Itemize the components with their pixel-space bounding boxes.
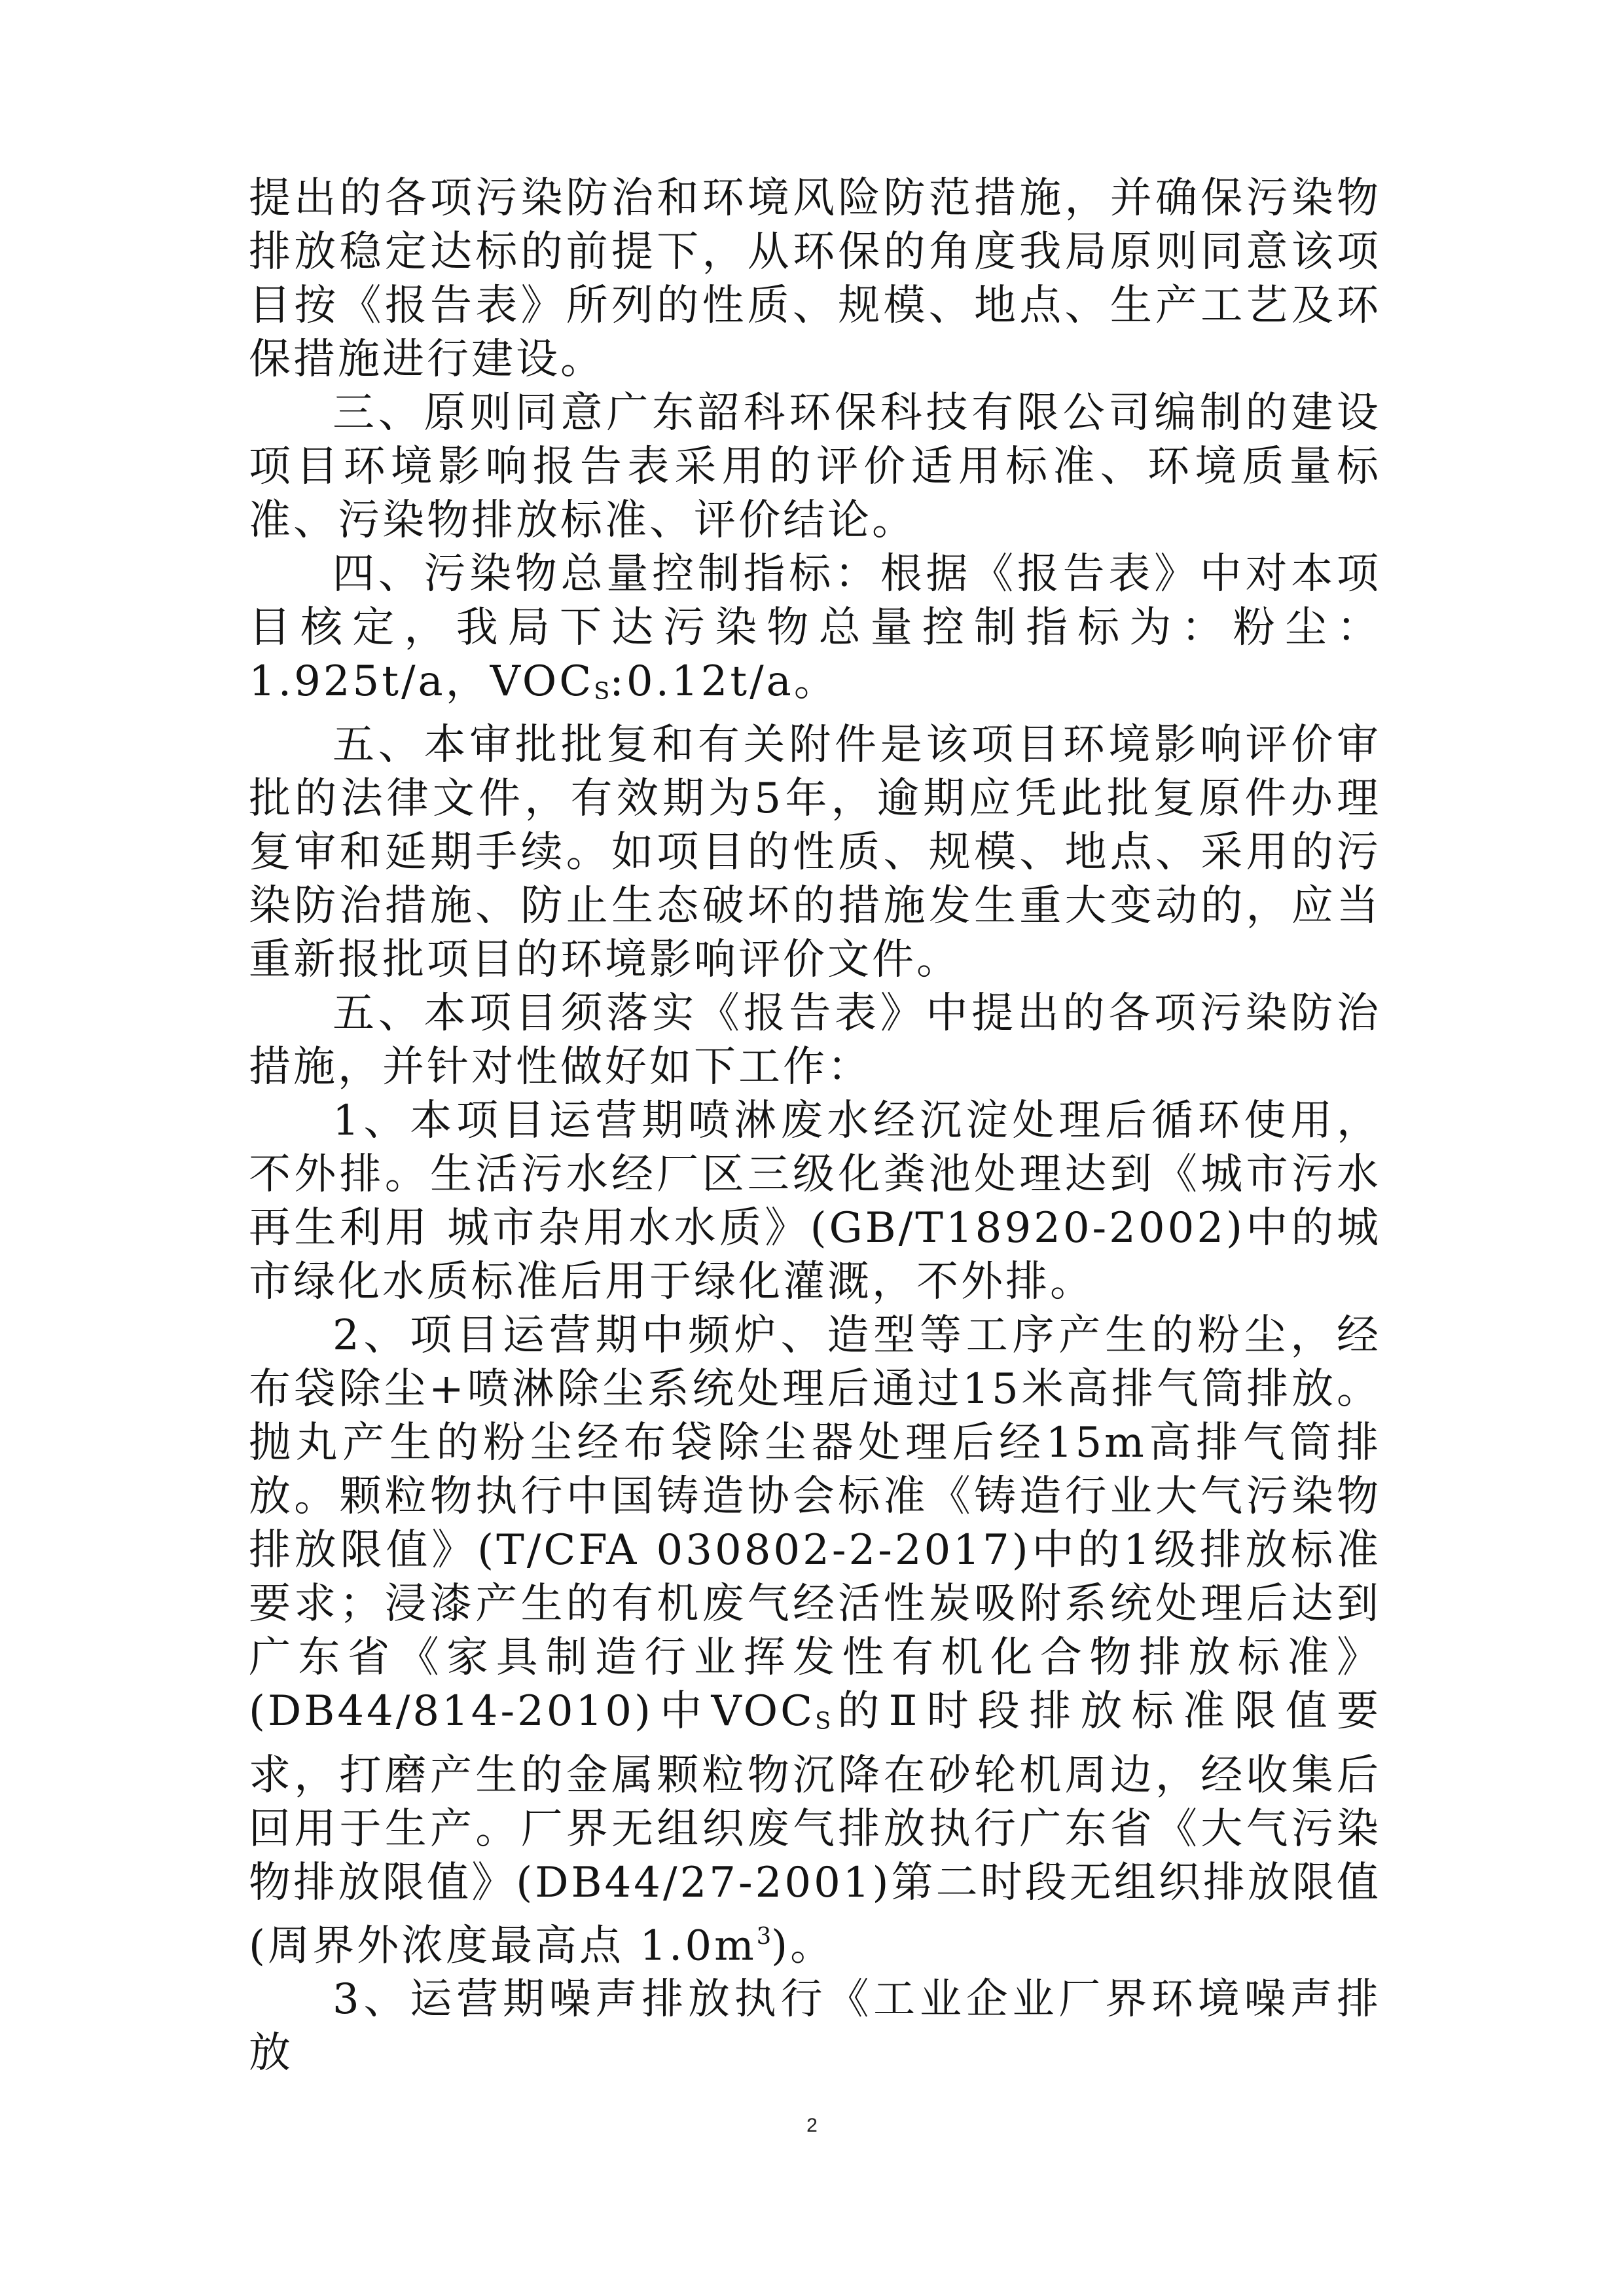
paragraph bbox=[249, 386, 1381, 547]
paragraph bbox=[249, 1309, 1381, 1973]
paragraph bbox=[249, 987, 1381, 1094]
paragraph-text: 1、本项目运营期喷淋废水经沉淀处理后循环使用，不外排。生活污水经厂区三级化粪池处理达到《城市污水再生利用 城市杂用水水质》(GB/T18920-2002)中的城市绿化水质标准后用于绿化灌溉，不外排。 bbox=[249, 1097, 1381, 1307]
paragraph-text: 提出的各项污染防治和环境风险防范措施，并确保污染物排放稳定达标的前提下，从环保的角度我局原则同意该项目按《报告表》所列的性质、规模、地点、生产工艺及环保措施进行建设。 bbox=[249, 174, 1381, 384]
paragraph-text: 的Ⅱ时段排放标准限值要求，打磨产生的金属颗粒物沉降在砂轮机周边，经收集后回用于生产。厂界无组织废气排放执行广东省《大气污染物排放限值》(DB44/27-2001)第二时段无组织排放限值(周界外浓度最高点 1.0m bbox=[249, 1687, 1382, 1971]
paragraph bbox=[249, 172, 1381, 386]
paragraph-text: 五、本项目须落实《报告表》中提出的各项污染防治措施，并针对性做好如下工作： bbox=[249, 989, 1381, 1092]
paragraph-text: 五、本审批批复和有关附件是该项目环境影响评价审批的法律文件，有效期为5年，逾期应凭此批复原件办理复审和延期手续。如项目的性质、规模、地点、采用的污染防治措施、防止生态破坏的措施发生重大变动的，应当重新报批项目的环境影响评价文件。 bbox=[249, 721, 1381, 985]
paragraph bbox=[249, 718, 1381, 987]
paragraph bbox=[249, 1973, 1381, 2080]
page-number: 2 bbox=[806, 2115, 818, 2136]
paragraph-text: )。 bbox=[771, 1922, 835, 1971]
subscript-text: S bbox=[815, 1707, 831, 1735]
paragraph-text: :0.12t/a。 bbox=[609, 657, 839, 706]
paragraph-text: 2、项目运营期中频炉、造型等工序产生的粉尘，经布袋除尘+喷淋除尘系统处理后通过15米高排气筒排放。抛丸产生的粉尘经布袋除尘器处理后经15m高排气筒排放。颗粒物执行中国铸造协会标准《铸造行业大气污染物排放限值》(T/CFA 030802-2-2017)中的1级排放标准要求；浸漆产生的有机废气经活性炭吸附系统处理后达到广东省《家具制造行业挥发性有机化合物排放标准》(DB44/814-2010)中VOC bbox=[249, 1311, 1381, 1736]
paragraph-text: 四、污染物总量控制指标：根据《报告表》中对本项目核定，我局下达污染物总量控制指标为：粉尘：1.925t/a，VOC bbox=[249, 550, 1381, 706]
paragraph bbox=[249, 547, 1381, 718]
superscript-text: 3 bbox=[756, 1922, 772, 1950]
paragraph-text: 3、运营期噪声排放执行《工业企业厂界环境噪声排放 bbox=[249, 1975, 1381, 2078]
document-body bbox=[249, 172, 1381, 2080]
paragraph bbox=[249, 1094, 1381, 1309]
subscript-text: S bbox=[594, 678, 610, 705]
paragraph-text: 三、原则同意广东韶科环保科技有限公司编制的建设项目环境影响报告表采用的评价适用标准、环境质量标准、污染物排放标准、评价结论。 bbox=[249, 389, 1381, 545]
